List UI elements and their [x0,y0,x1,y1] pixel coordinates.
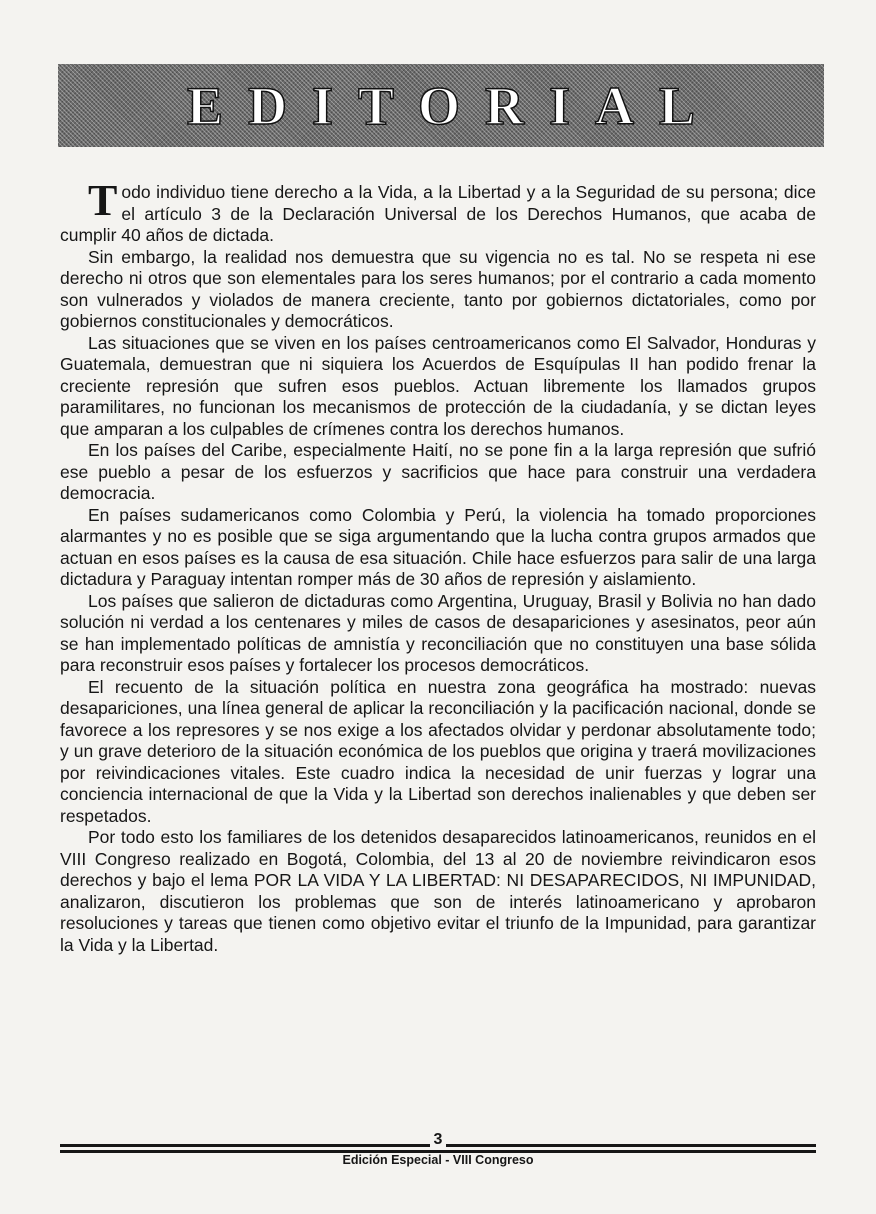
paragraph-1-text: odo individuo tiene derecho a la Vida, a la Libertad y a la Seguridad de su persona; dice el artículo 3 de la Declaración Universal de los Derechos Humanos, que acaba de cumplir 40 años de dictada. [60,182,816,245]
banner-title: EDITORIAL [186,75,721,136]
paragraph-8: Por todo esto los familiares de los detenidos desaparecidos latinoamericanos, reunidos en el VIII Congreso realizado en Bogotá, Colombia, del 13 al 20 de noviembre reivindicaron esos derechos y bajo el lema POR LA VIDA Y LA LIBERTAD: NI DESAPARECIDOS, NI IMPUNIDAD, analizaron, discutieron los problemas que son de interés latinoamericano y aprobaron resoluciones y tareas que tienen como objetivo evitar el triunfo de la Impunidad, para garantizar la Vida y la Libertad. [60,827,816,955]
paragraph-7: El recuento de la situación política en nuestra zona geográfica ha mostrado: nuevas desapariciones, una línea general de aplicar la reconciliación y la pacificación nacional, donde se favorece a los represores y se nos exige a los afectados olvidar y perdonar absolutamente todo; y un grave deterioro de la situación económica de los pueblos que origina y traerá movilizaciones por reivindicaciones vitales. Este cuadro indica la necesidad de unir fuerzas y lograr una conciencia internacional de que la Vida y la Libertad son derechos inalienables y que deben ser respetados. [60,676,816,826]
editorial-banner [58,64,824,147]
paragraph-3: Las situaciones que se viven en los países centroamericanos como El Salvador, Honduras y Guatemala, demuestran que ni siquiera los Acuerdos de Esquípulas II han podido frenar la creciente represión que sufren esos pueblos. Actuan libremente los llamados grupos paramilitares, no funcionan los mecanismos de protección de la ciudadanía, y se dictan leyes que amparan a los culpables de crímenes contra los derechos humanos. [60,332,816,439]
footer-caption: Edición Especial - VIII Congreso [342,1153,534,1167]
editorial-article [60,176,816,956]
paragraph-5: En países sudamericanos como Colombia y Perú, la violencia ha tomado proporciones alarmantes y no es posible que se siga argumentando que la lucha contra grupos armados que actuan en esos países es la causa de esa situación. Chile hace esfuerzos para salir de una larga dictadura y Paraguay intentan romper más de 30 años de represión y aislamiento. [60,504,816,589]
paragraph-4: En los países del Caribe, especialmente Haití, no se pone fin a la larga represión que sufrió ese pueblo a pesar de los esfuerzos y sacrificios que hace para construir una verdadera democracia. [60,440,816,503]
page-footer [60,1131,816,1180]
paragraph-1 [60,176,816,247]
paragraph-2: Sin embargo, la realidad nos demuestra que su vigencia no es tal. No se respeta ni ese derecho ni otros que son elementales para los seres humanos; por el contrario a cada momento son vulnerados y violados de manera creciente, tanto por gobiernos dictatoriales, como por gobiernos constitucionales y democráticos. [60,246,816,331]
paragraph-6: Los países que salieron de dictaduras como Argentina, Uruguay, Brasil y Bolivia no han dado solución ni verdad a los centenares y miles de casos de desapariciones y asesinatos, peor aún se han implementado políticas de amnistía y reconciliación que no constituyen una base sólida para reconstruir esos países y fortalecer los procesos democráticos. [60,590,816,675]
page-number-text: 3 [430,1131,447,1148]
drop-cap: T [88,176,118,225]
page-number [60,1132,816,1148]
